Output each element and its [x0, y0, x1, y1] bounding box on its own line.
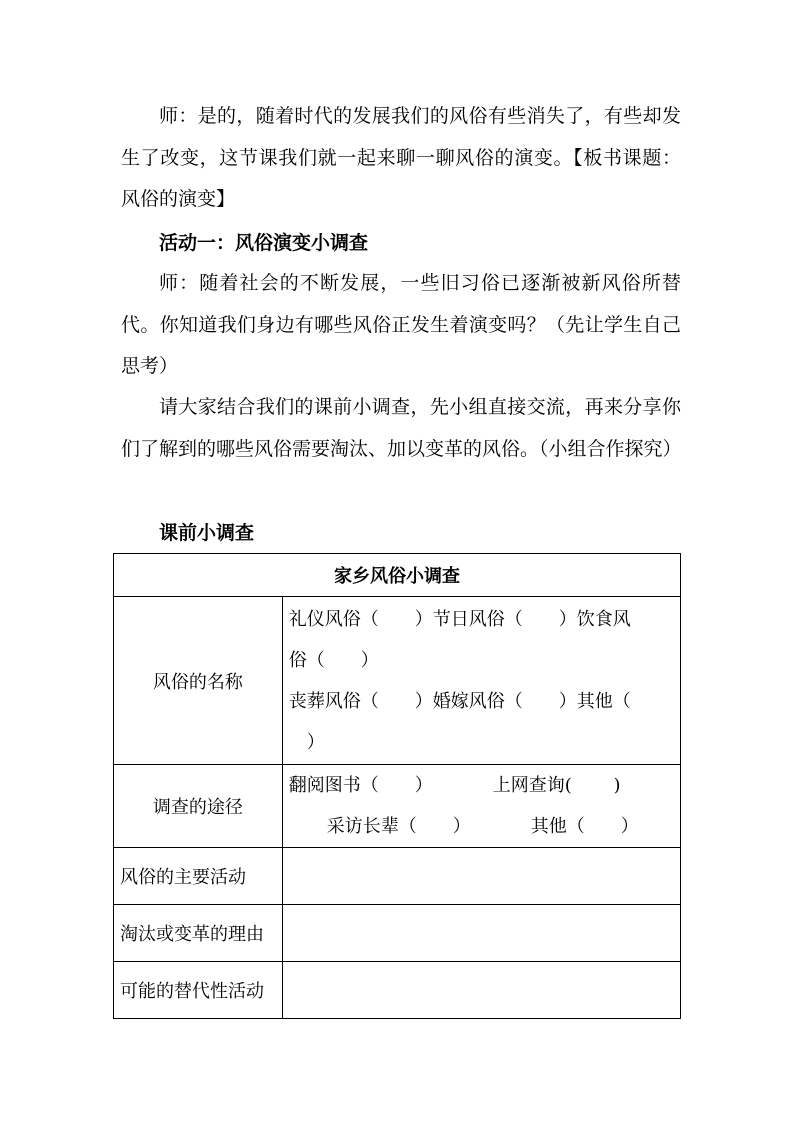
- survey-method-line-2: [289, 806, 674, 847]
- custom-name-label: 风俗的名称: [114, 597, 283, 765]
- method-other: 其他（ ）: [530, 816, 639, 837]
- teacher-question-paragraph: 师：随着社会的不断发展，一些旧习俗已逐渐被新风俗所替代。你知道我们身边有哪些风俗正发生着演变吗？（先让学生自己思考）: [121, 272, 681, 377]
- reform-reason-label: 淘汰或变革的理由: [114, 905, 283, 962]
- custom-name-line-3: 丧葬风俗（ ）婚嫁风俗（ ）其他（: [288, 690, 631, 712]
- custom-name-line-1: 礼仪风俗（ ）节日风俗（ ）饮食风: [288, 608, 631, 630]
- main-activities-label: 风俗的主要活动: [114, 848, 283, 905]
- custom-name-options: [282, 597, 680, 765]
- main-activities-row: [114, 848, 681, 905]
- reform-reason-row: [114, 905, 681, 962]
- alternative-activities-label: 可能的替代性活动: [114, 962, 283, 1019]
- survey-table: [113, 553, 681, 1019]
- custom-name-row: [114, 597, 681, 765]
- survey-heading: 课前小调查: [159, 522, 255, 544]
- custom-name-line-4: ）: [288, 731, 325, 753]
- activity-one-heading: 活动一：风俗演变小调查: [159, 232, 369, 254]
- survey-method-label: 调查的途径: [114, 765, 283, 848]
- method-books: 翻阅图书（ ）: [288, 775, 433, 796]
- reform-reason-cell: [282, 905, 680, 962]
- teacher-intro-paragraph: 师：是的，随着时代的发展我们的风俗有些消失了，有些却发生了改变，这节课我们就一起来聊一聊风俗的演变。【板书课题：风俗的演变】: [121, 105, 681, 210]
- alternative-activities-row: [114, 962, 681, 1019]
- group-discussion-paragraph: 请大家结合我们的课前小调查，先小组直接交流，再来分享你们了解到的哪些风俗需要淘汰、加以变革的风俗。（小组合作探究）: [121, 396, 682, 460]
- method-interview: 采访长辈（ ）: [326, 816, 471, 837]
- survey-method-line-1: [289, 765, 674, 806]
- survey-title-row: [114, 554, 681, 597]
- custom-name-line-2: 俗（ ）: [288, 649, 379, 671]
- method-online: 上网查询( ): [492, 775, 621, 796]
- main-activities-cell: [282, 848, 680, 905]
- survey-table-title: 家乡风俗小调查: [114, 554, 681, 597]
- alternative-activities-cell: [282, 962, 680, 1019]
- survey-method-options: [282, 765, 680, 848]
- survey-method-row: [114, 765, 681, 848]
